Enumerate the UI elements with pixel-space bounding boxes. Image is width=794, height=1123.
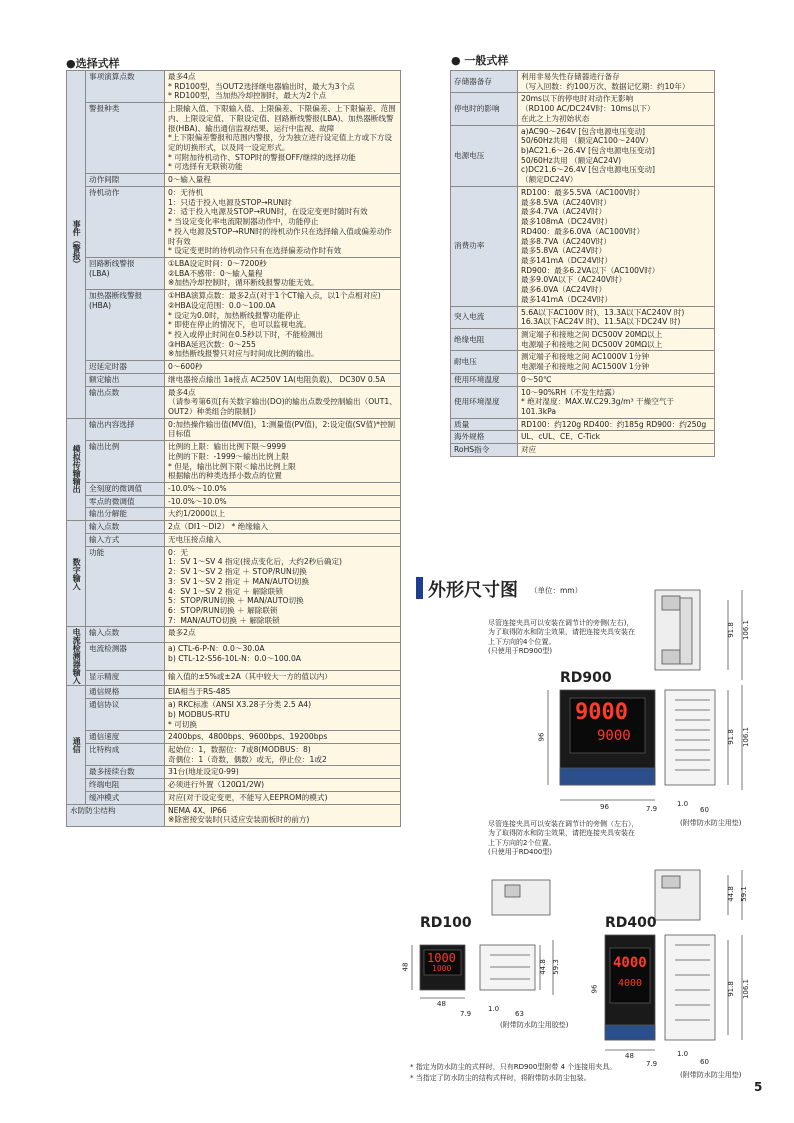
dim-60-a: 60 xyxy=(700,806,709,814)
dim-44-8-b: 44.8 xyxy=(538,959,547,975)
spec-key: 动作间隙 xyxy=(86,174,165,187)
footnote-1: * 指定为防水防尘的式样时，只有RD900型附带 4 个连接用夹具。 xyxy=(410,1063,617,1071)
spec-value: ①LBA设定时间：0～7200秒 ②LBA不感带：0～输入量程 ※加热冷却控制时，循环断线报警功能无效。 xyxy=(165,257,401,289)
spec-key: 迟延定时器 xyxy=(86,361,165,374)
general-key: 耐电压 xyxy=(451,351,518,373)
general-value: a)AC90～264V [包含电源电压变动] 50/60Hz共用 （额定AC100～240V） b)AC21.6～26.4V [包含电源电压变动] 50/60Hz共用 （额定AC24V) c)DC21.6～26.4V [包含电源电压变动] （额定DC24V） xyxy=(518,125,715,186)
spec-value: 0～600秒 xyxy=(165,361,401,374)
dim-1-0-c: 1.0 xyxy=(677,1050,689,1058)
spec-value: 输入值的±5%或±2A（其中较大一方的值以内） xyxy=(165,670,401,686)
general-key: 海外规格 xyxy=(451,431,518,444)
spec-value: 比例的上限：输出比例下限～9999 比例的下限：-1999～输出比例上限 * 但是，输出比例下限＜输出比例上限 根据输出的种类选择小数点的位置 xyxy=(165,441,401,483)
spec-value: 继电器接点输出 1a接点 AC250V 1A(电阻负载)、 DC30V 0.5A xyxy=(165,373,401,386)
spec-key: 电流检测器 xyxy=(86,643,165,671)
dim-60-c: 60 xyxy=(700,1058,709,1066)
general-value: 5.6A以下AC100V 时)、13.3A以下AC240V 时) 16.3A以下AC24V 时)、11.5A以下DC24V 时) xyxy=(518,306,715,328)
general-key: 质量 xyxy=(451,418,518,431)
spec-value: 大约1/2000以上 xyxy=(165,508,401,521)
dimension-title: 外形尺寸图 xyxy=(428,580,518,601)
spec-value: 必须进行外置（120Ω1/2W) xyxy=(165,779,401,792)
general-key: 消费功率 xyxy=(451,186,518,306)
unit-label: （单位：mm） xyxy=(530,586,583,595)
category-label: 电流检测器输入 xyxy=(67,627,86,686)
dim-106-1-c: 106.1 xyxy=(742,978,751,1000)
general-key: 使用环境湿度 xyxy=(451,386,518,418)
spec-value: 0：无 1：SV 1～SV 4 指定(接点变化后，大约2秒后确定) 2：SV 1～SV 2 指定 ＋ STOP/RUN切换 3：SV 1～SV 2 指定 ＋ MAN/AUTO切换 4：SV 1～SV 2 指定 ＋ 解除联锁 5：STOP/RUN切换 ＋ MAN/AUTO切换 6：STOP/RUN切换 ＋ 解除联锁 7：MAN/AUTO切换 ＋ 解除联锁 xyxy=(165,546,401,627)
spec-key: 终端电阻 xyxy=(86,779,165,792)
spec-value: a) RKC标准（ANSI X3.28子分类 2.5 A4) b) MODBUS-RTU * 可切换 xyxy=(165,699,401,731)
dim-48-height: 48 xyxy=(401,962,410,972)
spec-value: 最多2点 xyxy=(165,627,401,643)
general-value: 10～90%RH（不发生结露） * 绝对湿度：MAX.W.C29.3g/m³ 干燥空气于 101.3kPa xyxy=(518,386,715,418)
spec-value: -10.0%～10.0% xyxy=(165,483,401,496)
spec-key: 缓冲模式 xyxy=(86,791,165,804)
waterproof-key: 水防防尘结构 xyxy=(67,804,165,826)
general-key: 存储器备存 xyxy=(451,71,518,93)
spec-key: 输出点数 xyxy=(86,386,165,418)
spec-value: a) CTL-6-P-N：0.0～30.0A b) CTL-12-S56-10L-N：0.0～100.0A xyxy=(165,643,401,671)
general-key: 电源电压 xyxy=(451,125,518,186)
general-value: RD100：约120g RD400：约185g RD900：约250g xyxy=(518,418,715,431)
rd100-pv: 1000 xyxy=(427,951,456,965)
category-label: 事件（警报） xyxy=(67,71,86,419)
spec-key: 输入点数 xyxy=(86,521,165,534)
general-value: 20ms以下的停电时对动作无影响 （RD100 AC/DC24V时：10ms以下） 在此之上为初始状态 xyxy=(518,93,715,125)
spec-key: 待机动作 xyxy=(86,186,165,257)
dim-44-8-a: 44.8 xyxy=(726,886,735,902)
rd100-label: RD100 xyxy=(420,915,472,931)
rd100-sv: 1000 xyxy=(432,964,452,973)
general-key: 停电时的影响 xyxy=(451,93,518,125)
dim-1-0-b: 1.0 xyxy=(488,1005,500,1013)
dim-7-9-a: 7.9 xyxy=(646,805,658,813)
spec-key: 通信速度 xyxy=(86,731,165,744)
spec-key: 输入点数 xyxy=(86,627,165,643)
spec-key: 显示精度 xyxy=(86,670,165,686)
spec-value: -10.0%～10.0% xyxy=(165,495,401,508)
category-label: 数字输入 xyxy=(67,521,86,627)
spec-key: 额定输出 xyxy=(86,373,165,386)
gasket-label-b: (附带防水防尘用胶垫) xyxy=(500,1021,569,1029)
category-label: 模拟传输输出 xyxy=(67,418,86,520)
spec-value: 2400bps、4800bps、9600bps、19200bps xyxy=(165,731,401,744)
general-value: 测定端子和接地之间 AC1000V 1分钟 电源端子和接地之间 AC1500V 1分钟 xyxy=(518,351,715,373)
spec-key: 比特构成 xyxy=(86,743,165,765)
dim-7-9-c: 7.9 xyxy=(646,1060,658,1068)
dim-106-1-side: 106.1 xyxy=(742,726,751,748)
spec-value: 起始位：1，数据位：7或8(MODBUS：8) 奇偶位：1（奇数，偶数）或无，停止位：1或2 xyxy=(165,743,401,765)
dim-63: 63 xyxy=(515,1010,524,1018)
spec-value: 2点（DI1～DI2） * 绝缘输入 xyxy=(165,521,401,534)
spec-key: 加热器断线警报 (HBA) xyxy=(86,290,165,361)
dim-106-1-top: 106.1 xyxy=(742,619,751,641)
spec-key: 输出比例 xyxy=(86,441,165,483)
general-key: 突入电流 xyxy=(451,306,518,328)
rd400-sv: 4000 xyxy=(618,978,643,989)
spec-key: 输出内容选择 xyxy=(86,418,165,440)
gasket-label-a: (附带防水防尘用垫) xyxy=(680,819,742,827)
gasket-label-c: (附带防水防尘用垫) xyxy=(680,1071,742,1079)
page-number: 5 xyxy=(754,1080,763,1094)
dim-91-8-top: 91.8 xyxy=(726,622,735,638)
dim-59-3: 59.3 xyxy=(551,959,560,975)
rd400-label: RD400 xyxy=(605,915,657,931)
dim-7-9-b: 7.9 xyxy=(460,1010,472,1018)
general-key: 使用环境温度 xyxy=(451,373,518,386)
general-key: 绝缘电阻 xyxy=(451,328,518,350)
spec-value: EIA相当于RS-485 xyxy=(165,686,401,699)
general-value: 0～50℃ xyxy=(518,373,715,386)
spec-key: 功能 xyxy=(86,546,165,627)
general-value: UL、cUL、CE、C-Tick xyxy=(518,431,715,444)
dim-48-rd400: 48 xyxy=(625,1052,634,1060)
spec-value: 0：无待机 1：只适于投入电源及STOP→RUN时 2：适于投入电源及STOP→RUN时，在设定变更时随时有效 * 当设定变化率电流限制器动作中，功能停止 * 投入电源及STOP→RUN时的待机动作只在选择输入值或偏差动作时有效 * 设定变更时的待机动作只有在选择偏差动作时有效 xyxy=(165,186,401,257)
waterproof-value: NEMA 4X、IP66 ※除密接安装时(只适应安装面板时的前方) xyxy=(165,804,401,826)
rd900-pv: 9000 xyxy=(575,700,628,725)
spec-key: 零点的微调值 xyxy=(86,495,165,508)
spec-value: 上限输入值、下限输入值、上限偏差、下限偏差、上下限偏差、范围内、上限设定值、下限设定值、回路断线警报(LBA)、加热器断线警报(HBA)、输出通信监视结果、运行中监视、故障 *上下限偏差警报和范围内警报，分为独立进行设定值上方或下方设定的切换形式，以及同一设定形式。 * 可附加待机动作、STOP时的警报OFF/继续的选择功能 * 可选择有无联锁功能 xyxy=(165,103,401,174)
dim-96-rd400: 96 xyxy=(590,984,599,994)
spec-value: 31台(地址设定0-99) xyxy=(165,766,401,779)
spec-key: 警报种类 xyxy=(86,103,165,174)
spec-key: 事项演算点数 xyxy=(86,71,165,103)
general-value: 对应 xyxy=(518,444,715,457)
spec-key: 最多接续台数 xyxy=(86,766,165,779)
general-key: RoHS指令 xyxy=(451,444,518,457)
dim-91-8-side: 91.8 xyxy=(726,729,735,745)
dim-91-8-c: 91.8 xyxy=(726,981,735,997)
spec-key: 输入方式 xyxy=(86,533,165,546)
category-label: 通信 xyxy=(67,686,86,804)
general-value: 测定端子和接地之间 DC500V 20MΩ以上 电源端子和接地之间 DC500V 20MΩ以上 xyxy=(518,328,715,350)
rd900-label: RD900 xyxy=(560,670,612,686)
general-value: RD100：最多5.5VA（AC100V时） 最多8.5VA（AC240V时） 最多4.7VA（AC24V时） 最多108mA（DC24V时） RD400：最多6.0VA（AC100V时） 最多8.7VA（AC240V时） 最多5.8VA（AC24V时） 最多141mA（DC24V时） RD900：最多6.2VA以下（AC100V时） 最多9.0VA以下（AC240V时） 最多6.0VA（AC24V时） 最多141mA（DC24V时） xyxy=(518,186,715,306)
rd400-note: 尽管连接夹具可以安装在调节计的旁侧（左右）， 为了取得防水和防尘效果，请把连接夹具安装在 上下方向的2个位置。 (只使用于RD400型) xyxy=(488,820,639,857)
spec-value: 无电压接点输入 xyxy=(165,533,401,546)
spec-key: 回路断线警报 (LBA) xyxy=(86,257,165,289)
rd900-sv: 9000 xyxy=(597,728,631,744)
spec-value: ①HBA演算点数：最多2点(对于1个CT输入点，以1个点相对应) ②HBA设定范围：0.0～100.0A * 设定为0.0时，加热断线报警功能停止 * 即使在停止的情况下，也可以监视电流。 * 投入或停止时间在0.5秒以下时，不能检测出 ③HBA延迟次数：0～255 ※加热断线报警只对应与时间成比例的输出。 xyxy=(165,290,401,361)
dim-96-width: 96 xyxy=(600,803,609,811)
dim-59-1-a: 59.1 xyxy=(739,886,748,902)
spec-value: 最多4点 （请参考第6页[有关数字输出(DO)的输出点数受控制输出（OUT1、OUT2）种类组合的限制]） xyxy=(165,386,401,418)
spec-value: 0:加热操作输出值(MV值)，1:测量值(PV值)，2:设定值(SV值)*控制目标值 xyxy=(165,418,401,440)
dim-96-height: 96 xyxy=(537,732,546,742)
spec-key: 通信规格 xyxy=(86,686,165,699)
spec-value: 对应(对于设定变更，不能写入EEPROM的模式) xyxy=(165,791,401,804)
rd900-note: 尽管连接夹具可以安装在调节计的旁侧(左右)， 为了取得防水和防尘效果，请把连接夹具安装在 上下方向的4个位置。 (只使用于RD900型) xyxy=(488,619,635,656)
rd400-pv: 4000 xyxy=(613,955,647,971)
dim-48-width: 48 xyxy=(437,1000,446,1008)
spec-key: 通信协议 xyxy=(86,699,165,731)
spec-value: 最多4点 * RD100型，当OUT2选择继电器输出时，最大为3个点 * RD100型，当加热冷却控制时，最大为2个点 xyxy=(165,71,401,103)
spec-value: 0～输入量程 xyxy=(165,174,401,187)
spec-key: 输出分解能 xyxy=(86,508,165,521)
footnote-2: * 当指定了防水防尘的结构式样时，将附带防水防尘包装。 xyxy=(410,1074,591,1082)
dim-1-0-a: 1.0 xyxy=(677,800,689,808)
spec-key: 全刻度的微调值 xyxy=(86,483,165,496)
right-heading: ● 一般式样 xyxy=(451,54,509,67)
left-heading: ●选择式样 xyxy=(66,57,120,70)
general-value: 利用非易失性存储器进行备存 （写入回数：约100万次、数据记忆期：约10年） xyxy=(518,71,715,93)
